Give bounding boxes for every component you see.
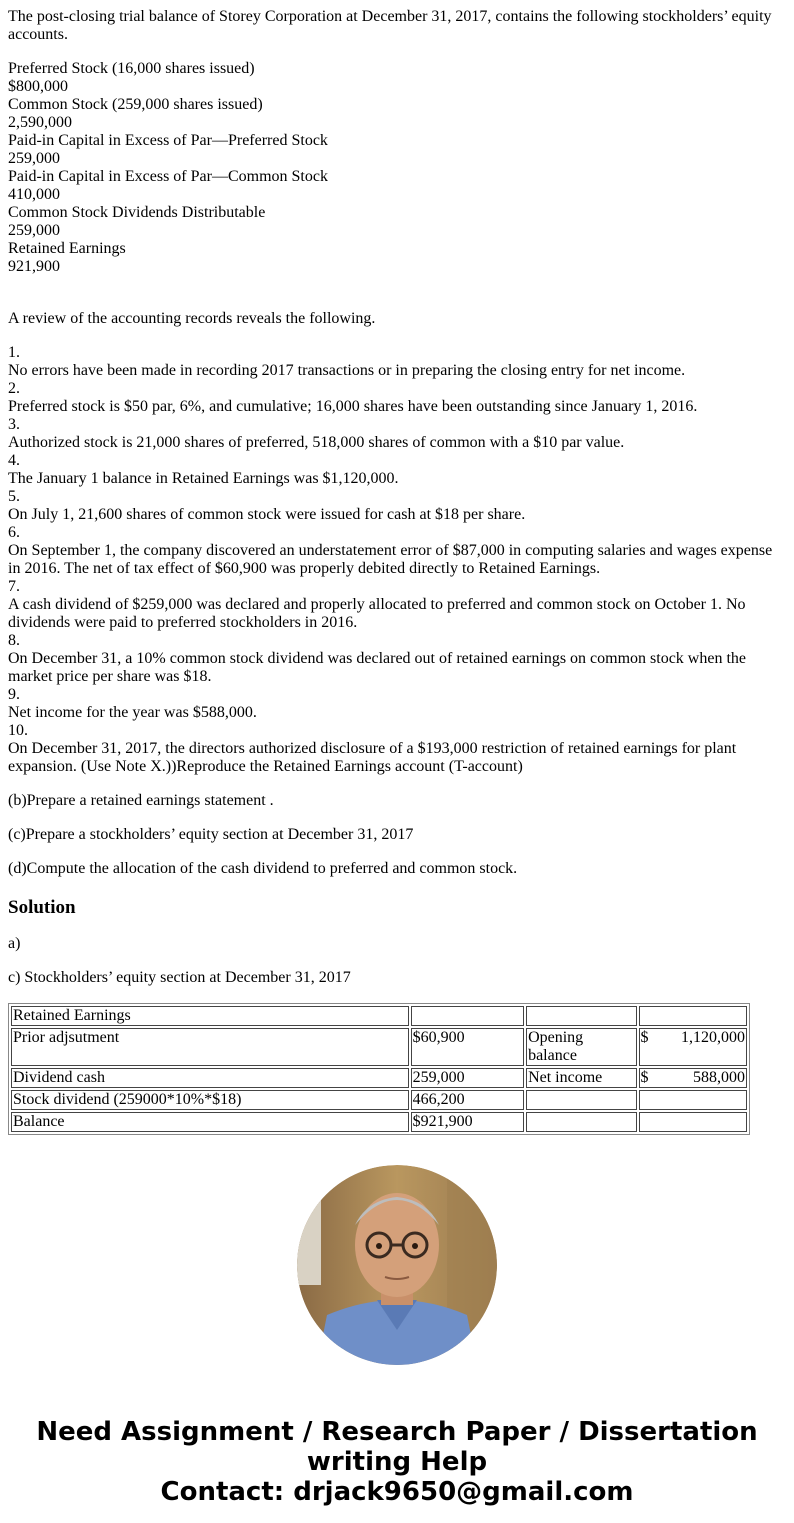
credit-label: Net income <box>526 1068 636 1088</box>
question-c: (c)Prepare a stockholders’ equity section at December 31, 2017 <box>8 826 414 843</box>
solution-part-a: a) <box>8 935 21 952</box>
item-text: On December 31, 2017, the directors authorized disclosure of a $193,000 restriction of retained earnings for plant expansion. (Use Note X.))Reproduce the Retained Earnings account (T-account) <box>8 740 737 775</box>
credit-amount: 588,000 <box>693 1069 745 1086</box>
item-text: On December 31, a 10% common stock dividend was declared out of retained earnings on common stock when the market price per share was $18. <box>8 650 747 685</box>
item-text: A cash dividend of $259,000 was declared and properly allocated to preferred and common stock on October 1. No dividends were paid to preferred stockholders in 2016. <box>8 596 746 631</box>
item-number: 8. <box>8 632 20 649</box>
trial-balance-list <box>8 60 786 276</box>
balance-label: Paid-in Capital in Excess of Par—Preferred Stock <box>8 132 328 149</box>
solution-part-c: c) Stockholders’ equity section at December 31, 2017 <box>8 969 351 986</box>
debit-label: Stock dividend (259000*10%*$18) <box>11 1090 409 1110</box>
balance-value: 259,000 <box>8 150 60 167</box>
avatar-container <box>8 1165 786 1365</box>
table-row <box>11 1006 747 1026</box>
review-items <box>8 344 786 776</box>
balance-value: 921,900 <box>8 258 60 275</box>
author-avatar <box>297 1165 497 1365</box>
item-text: On July 1, 21,600 shares of common stock were issued for cash at $18 per share. <box>8 506 526 523</box>
footer-contact: Contact: drjack9650@gmail.com <box>160 1477 634 1507</box>
item-text: On September 1, the company discovered an understatement error of $87,000 in computing salaries and wages expense in 2016. The net of tax effect of $60,900 was properly debited directly to Retained Earnings. <box>8 542 773 577</box>
footer-line: writing Help <box>306 1447 488 1477</box>
debit-amount: $60,900 <box>411 1028 524 1066</box>
item-text: Preferred stock is $50 par, 6%, and cumulative; 16,000 shares have been outstanding since January 1, 2016. <box>8 398 698 415</box>
debit-label: Balance <box>11 1112 409 1132</box>
credit-label <box>526 1112 636 1132</box>
credit-label <box>526 1090 636 1110</box>
credit-amount-cell <box>639 1028 747 1066</box>
intro-text: The post-closing trial balance of Storey Corporation at December 31, 2017, contains the following stockholders’ equity accounts. <box>8 8 772 43</box>
balance-label: Paid-in Capital in Excess of Par—Common Stock <box>8 168 328 185</box>
balance-label: Common Stock Dividends Distributable <box>8 204 266 221</box>
question-b: (b)Prepare a retained earnings statement . <box>8 792 274 809</box>
table-title-cell: Retained Earnings <box>11 1006 409 1026</box>
debit-label: Dividend cash <box>11 1068 409 1088</box>
balance-value: $800,000 <box>8 78 68 95</box>
debit-amount: $921,900 <box>411 1112 524 1132</box>
credit-amount-cell <box>639 1090 747 1110</box>
item-text: No errors have been made in recording 2017 transactions or in preparing the closing entry for net income. <box>8 362 686 379</box>
credit-label: Opening balance <box>526 1028 636 1066</box>
item-text: The January 1 balance in Retained Earnings was $1,120,000. <box>8 470 399 487</box>
item-number: 4. <box>8 452 20 469</box>
item-number: 10. <box>8 722 28 739</box>
item-text: Net income for the year was $588,000. <box>8 704 257 721</box>
credit-amount-cell <box>639 1068 747 1088</box>
item-number: 3. <box>8 416 20 433</box>
item-number: 9. <box>8 686 20 703</box>
item-number: 7. <box>8 578 20 595</box>
table-row <box>11 1112 747 1132</box>
table-row <box>11 1090 747 1110</box>
table-cell <box>639 1006 747 1026</box>
balance-value: 2,590,000 <box>8 114 72 131</box>
retained-earnings-t-account <box>8 1003 750 1135</box>
item-text: Authorized stock is 21,000 shares of preferred, 518,000 shares of common with a $10 par value. <box>8 434 625 451</box>
debit-amount: 466,200 <box>411 1090 524 1110</box>
currency-symbol: $ <box>640 1069 649 1086</box>
footer-promo <box>0 1417 794 1507</box>
question-d: (d)Compute the allocation of the cash dividend to preferred and common stock. <box>8 860 518 877</box>
balance-label: Retained Earnings <box>8 240 126 257</box>
balance-label: Common Stock (259,000 shares issued) <box>8 96 263 113</box>
table-row <box>11 1028 747 1066</box>
item-number: 5. <box>8 488 20 505</box>
debit-amount: 259,000 <box>411 1068 524 1088</box>
credit-amount: 1,120,000 <box>681 1029 745 1046</box>
item-number: 1. <box>8 344 20 361</box>
table-cell <box>411 1006 524 1026</box>
table-cell <box>526 1006 636 1026</box>
item-number: 6. <box>8 524 20 541</box>
solution-heading: Solution <box>8 897 76 918</box>
review-text: A review of the accounting records reveals the following. <box>8 310 376 327</box>
balance-value: 410,000 <box>8 186 60 203</box>
footer-line: Need Assignment / Research Paper / Dissertation <box>36 1417 758 1447</box>
balance-label: Preferred Stock (16,000 shares issued) <box>8 60 255 77</box>
item-number: 2. <box>8 380 20 397</box>
debit-label: Prior adjsutment <box>11 1028 409 1066</box>
credit-amount-cell <box>639 1112 747 1132</box>
table-row <box>11 1068 747 1088</box>
currency-symbol: $ <box>640 1029 649 1046</box>
balance-value: 259,000 <box>8 222 60 239</box>
